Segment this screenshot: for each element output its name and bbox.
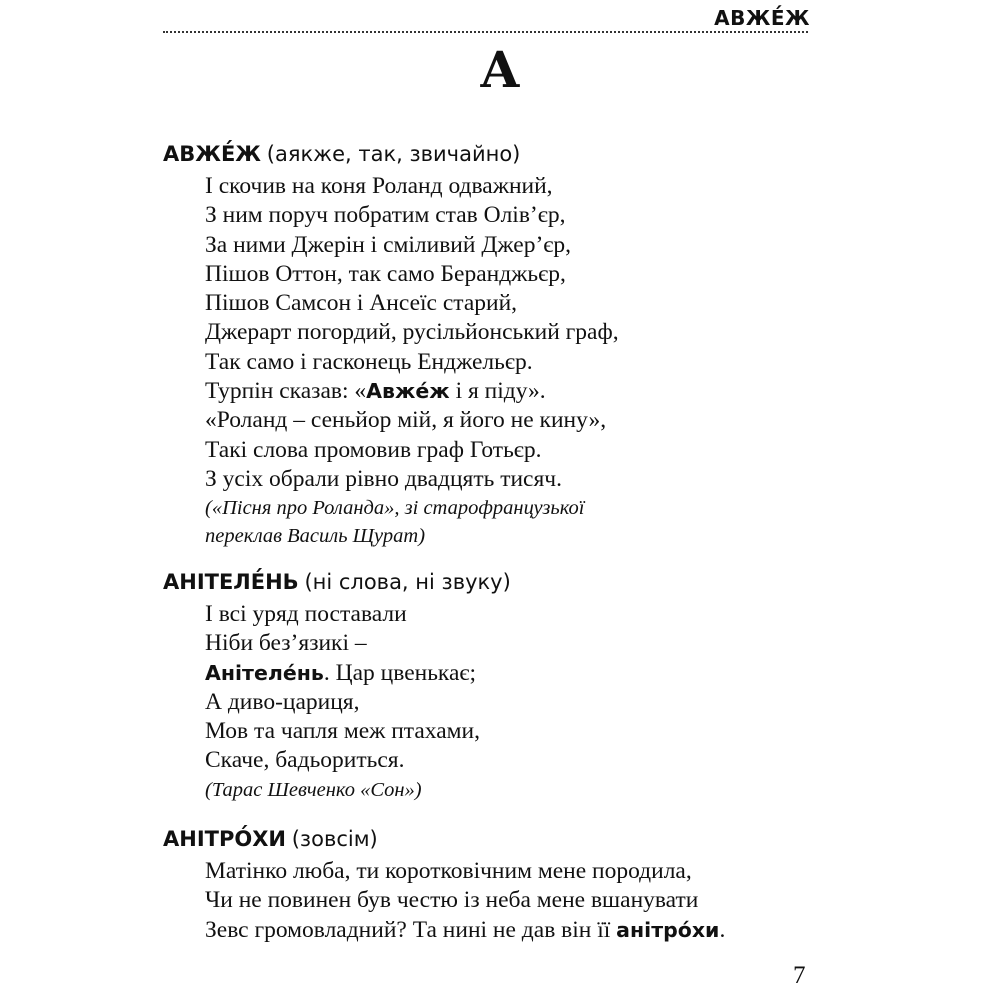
- highlighted-headword: Анітеле́нь: [205, 660, 324, 685]
- quote-source: («Пісня про Роланда», зі старофранцузької: [205, 497, 585, 520]
- verse-line: «Роланд – сеньйор мій, я його не кину»,: [205, 407, 607, 434]
- highlighted-headword: Авже́ж: [366, 379, 450, 404]
- page-number: 7: [793, 962, 806, 989]
- entry-gloss: (аякже, так, звичайно): [266, 142, 521, 166]
- verse-line: Пішов Оттон, так само Беранджьєр,: [205, 260, 566, 287]
- entry-gloss: (ні слова, ні звуку): [304, 570, 511, 594]
- verse-line: [205, 377, 823, 406]
- entry-headline: [163, 568, 823, 596]
- header-dotted-rule: [163, 31, 808, 33]
- quote-source: переклав Василь Щурат): [205, 525, 426, 548]
- verse-line: Мов та чапля меж птахами,: [205, 718, 480, 745]
- verse-line: І скочив на коня Роланд одважний,: [205, 173, 553, 199]
- entry-headword: АВЖЕ́Ж: [163, 142, 262, 166]
- quote-verse: [163, 600, 823, 804]
- dictionary-entry-anitrokhy: [163, 825, 823, 945]
- verse-line: За ними Джерін і сміливий Джер’єр,: [205, 231, 572, 258]
- verse-line: Матінко люба, ти коротковічним мене породила,: [205, 858, 692, 884]
- verse-text: . Цар цвенькає;: [323, 659, 477, 686]
- verse-text: Турпін сказав: «: [205, 378, 367, 405]
- verse-line: Скаче, бадьориться.: [205, 747, 405, 774]
- entry-headline: [163, 140, 823, 168]
- entry-headword: АНІТРО́ХИ: [163, 827, 286, 851]
- verse-text: .: [719, 916, 726, 943]
- section-letter: А: [479, 40, 521, 99]
- verse-line: Чи не повинен був честю із неба мене вшанувати: [205, 887, 699, 914]
- verse-line: З усіх обрали рівно двадцять тисяч.: [205, 465, 562, 492]
- verse-line: Так само і гасконець Енджельєр.: [205, 348, 533, 375]
- entry-gloss: (зовсім): [291, 827, 378, 851]
- verse-line: І всі уряд поставали: [205, 601, 407, 627]
- quote-verse: [163, 172, 823, 550]
- dictionary-entry-avzhezh: [163, 140, 823, 550]
- entry-headline: [163, 825, 823, 853]
- verse-line: Пішов Самсон і Ансеїс старий,: [205, 290, 518, 317]
- verse-line: З ним поруч побратим став Олів’єр,: [205, 202, 566, 229]
- verse-text: Зевс громовладний? Та нині не дав він її: [205, 916, 617, 943]
- quote-source: (Тарас Шевченко «Сон»): [205, 778, 422, 801]
- verse-line: Такі слова промовив граф Готьєр.: [205, 436, 542, 463]
- entry-headword: АНІТЕЛЕ́НЬ: [163, 570, 299, 594]
- dictionary-entry-anitelen: [163, 568, 823, 804]
- verse-text: і я піду».: [449, 378, 546, 405]
- verse-line: [205, 916, 823, 945]
- verse-line: Джерарт погордий, русільйонський граф,: [205, 319, 619, 346]
- quote-verse: [163, 857, 823, 945]
- verse-line: А диво-цариця,: [205, 688, 360, 715]
- verse-line: [205, 659, 823, 688]
- verse-line: Ніби без’язикі –: [205, 630, 367, 657]
- running-head: АВЖЕ́Ж: [714, 6, 810, 30]
- highlighted-headword: анітро́хи: [616, 917, 720, 942]
